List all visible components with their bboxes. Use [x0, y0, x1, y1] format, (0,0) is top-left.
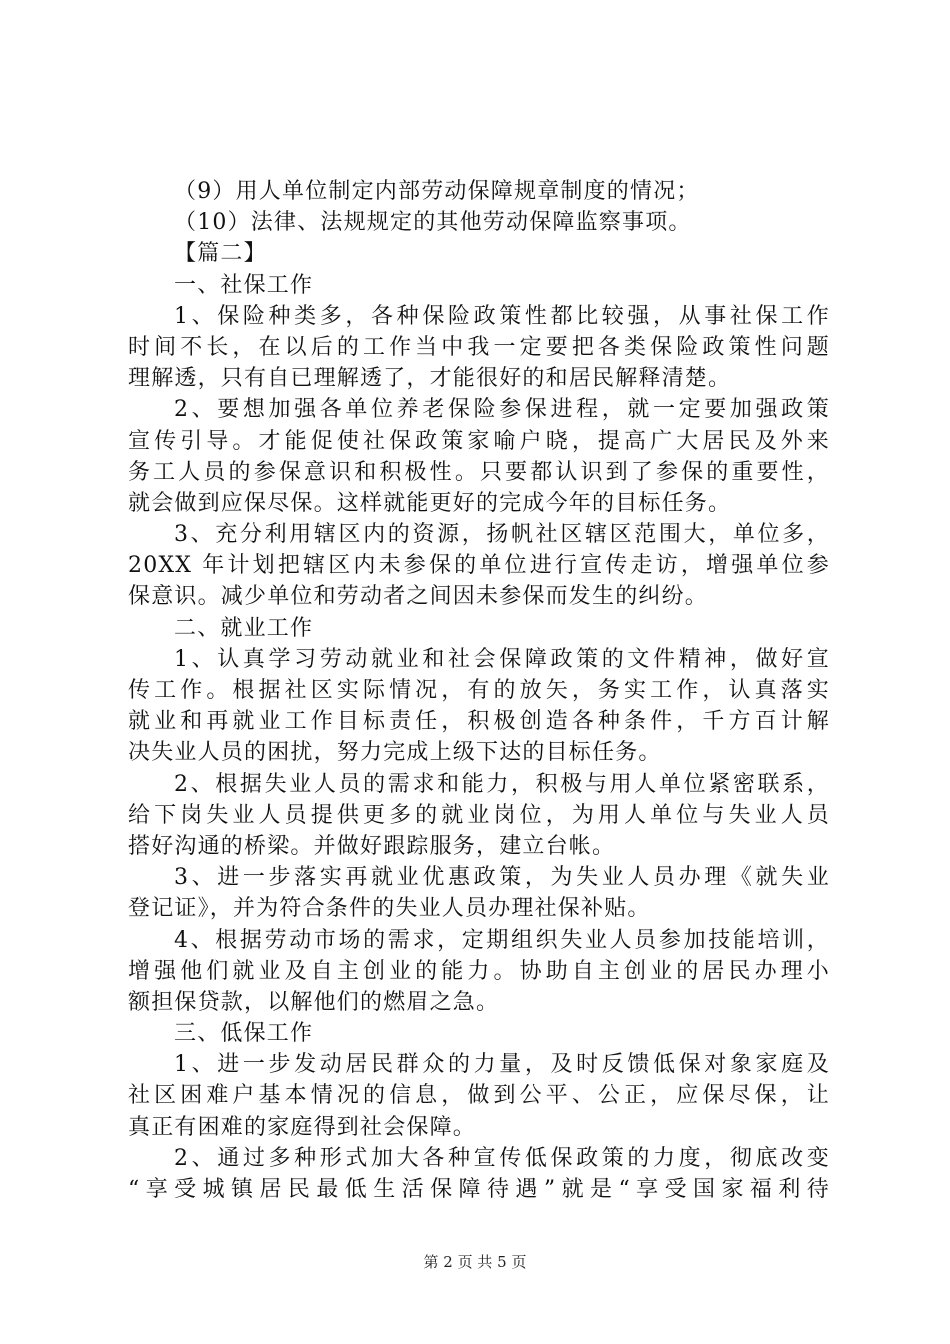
text-line: 二、就业工作 [174, 615, 314, 641]
text-line: 1、保险种类多，各种保险政策性都比较强，从事社保工作 [174, 303, 830, 329]
text-line: 1、认真学习劳动就业和社会保障政策的文件精神，做好宣 [174, 646, 830, 672]
text-line: 增强他们就业及自主创业的能力。协助自主创业的居民办理小 [128, 958, 830, 984]
text-line: 保意识。减少单位和劳动者之间因未参保而发生的纠纷。 [128, 584, 709, 610]
text-line: 就会做到应保尽保。这样就能更好的完成今年的目标任务。 [128, 490, 732, 516]
text-line: 一、社保工作 [174, 272, 314, 298]
text-line: 3、进一步落实再就业优惠政策，为失业人员办理《就失业 [174, 865, 830, 891]
text-line: （9）用人单位制定内部劳动保障规章制度的情况； [174, 179, 700, 204]
text-line: 2、通过多种形式加大各种宣传低保政策的力度，彻底改变 [174, 1145, 830, 1171]
text-line: 传工作。根据社区实际情况，有的放矢，务实工作，认真落实 [128, 678, 830, 703]
text-line: 真正有困难的家庭得到社会保障。 [128, 1114, 477, 1140]
text-line: 2、根据失业人员的需求和能力，积极与用人单位紧密联系， [174, 771, 830, 797]
text-line: 就业和再就业工作目标责任，积极创造各种条件，千方百计解 [128, 709, 830, 735]
text-line: 理解透，只有自已理解透了，才能很好的和居民解释清楚。 [128, 366, 732, 392]
text-line: 务工人员的参保意识和积极性。只要都认识到了参保的重要性， [128, 459, 830, 485]
text-line: 登记证》，并为符合条件的失业人员办理社保补贴。 [128, 896, 651, 922]
text-line: 社区困难户基本情况的信息，做到公平、公正，应保尽保，让 [128, 1083, 830, 1109]
text-line: 三、低保工作 [174, 1021, 314, 1047]
text-line: 【篇二】 [174, 241, 267, 267]
text-line: 2、要想加强各单位养老保险参保进程，就一定要加强政策 [174, 397, 830, 423]
page-footer [0, 1251, 950, 1272]
text-line: （10）法律、法规规定的其他劳动保障监察事项。 [174, 210, 692, 236]
text-line: 额担保贷款，以解他们的燃眉之急。 [128, 989, 500, 1015]
text-line: “享受城镇居民最低生活保障待遇”就是“享受国家福利待 [128, 1177, 830, 1202]
text-line: 宣传引导。才能促使社保政策家喻户晓，提高广大居民及外来 [128, 428, 830, 454]
text-line: 4、根据劳动市场的需求，定期组织失业人员参加技能培训， [174, 927, 830, 953]
text-line: 3、充分利用辖区内的资源，扬帆社区辖区范围大，单位多， [174, 522, 830, 548]
document-body [128, 176, 830, 1205]
text-line: 时间不长，在以后的工作当中我一定要把各类保险政策性问题 [128, 334, 830, 360]
page-number: 第 2 页 共 5 页 [423, 1253, 527, 1271]
text-line: 20XX 年计划把辖区内未参保的单位进行宣传走访，增强单位参 [128, 553, 830, 579]
text-line: 给下岗失业人员提供更多的就业岗位，为用人单位与失业人员 [128, 802, 830, 828]
text-line: 决失业人员的困扰，努力完成上级下达的目标任务。 [128, 740, 662, 766]
text-line: 1、进一步发动居民群众的力量，及时反馈低保对象家庭及 [174, 1052, 830, 1078]
text-line: 搭好沟通的桥梁。并做好跟踪服务，建立台帐。 [128, 833, 616, 859]
